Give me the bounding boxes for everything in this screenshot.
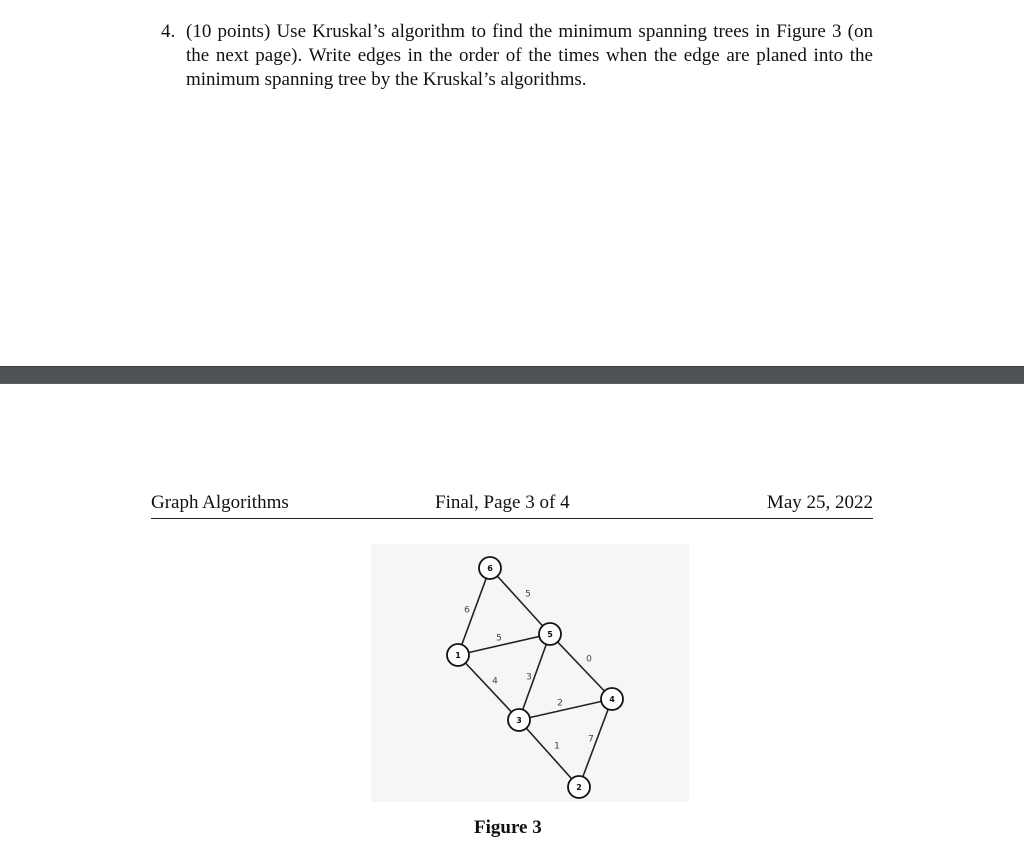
graph-edges bbox=[458, 568, 612, 787]
edge-6-1 bbox=[458, 568, 490, 655]
header-page-info: Final, Page 3 of 4 bbox=[435, 492, 570, 513]
edge-weight-4-2: 7 bbox=[588, 734, 594, 745]
node-label-6: 6 bbox=[487, 564, 493, 573]
page-header bbox=[151, 492, 873, 519]
edge-weight-5-4: 0 bbox=[586, 654, 592, 665]
edge-weight-1-3: 4 bbox=[492, 676, 498, 687]
edge-weight-6-5: 5 bbox=[525, 589, 531, 600]
header-course-title: Graph Algorithms bbox=[151, 492, 289, 513]
edge-5-3 bbox=[519, 634, 550, 720]
edge-weight-1-5: 5 bbox=[496, 633, 502, 644]
edge-weight-3-4: 2 bbox=[557, 698, 563, 709]
node-label-1: 1 bbox=[455, 651, 461, 660]
figure-3-graph bbox=[371, 544, 689, 802]
edge-5-4 bbox=[550, 634, 612, 699]
question-4 bbox=[161, 20, 873, 92]
edge-1-5 bbox=[458, 634, 550, 655]
node-label-3: 3 bbox=[516, 716, 522, 725]
node-2 bbox=[568, 776, 590, 798]
page-separator bbox=[0, 366, 1024, 384]
edge-3-2 bbox=[519, 720, 579, 787]
edge-3-4 bbox=[519, 699, 612, 720]
question-text: (10 points) Use Kruskal’s algorithm to find the minimum spanning trees in Figure 3 (on the next page). Write edges in the order of the times when the edge are planed into the minimum spanning tree by the Kruskal’s algorithms. bbox=[186, 21, 873, 90]
node-label-4: 4 bbox=[609, 695, 615, 704]
edge-weight-5-3: 3 bbox=[526, 672, 532, 683]
header-date: May 25, 2022 bbox=[766, 492, 873, 513]
node-5 bbox=[539, 623, 561, 645]
edge-1-3 bbox=[458, 655, 519, 720]
node-3 bbox=[508, 709, 530, 731]
question-number: 4. bbox=[161, 21, 176, 42]
edge-weight-6-1: 6 bbox=[464, 605, 470, 616]
edge-4-2 bbox=[579, 699, 612, 787]
edge-weight-3-2: 1 bbox=[554, 741, 560, 752]
edge-6-5 bbox=[490, 568, 550, 634]
figure-caption: Figure 3 bbox=[474, 817, 542, 838]
node-label-2: 2 bbox=[576, 783, 582, 792]
page-top-sheet bbox=[0, 0, 1024, 366]
node-label-5: 5 bbox=[547, 630, 553, 639]
graph-diagram bbox=[371, 544, 689, 802]
node-1 bbox=[447, 644, 469, 666]
node-4 bbox=[601, 688, 623, 710]
node-6 bbox=[479, 557, 501, 579]
